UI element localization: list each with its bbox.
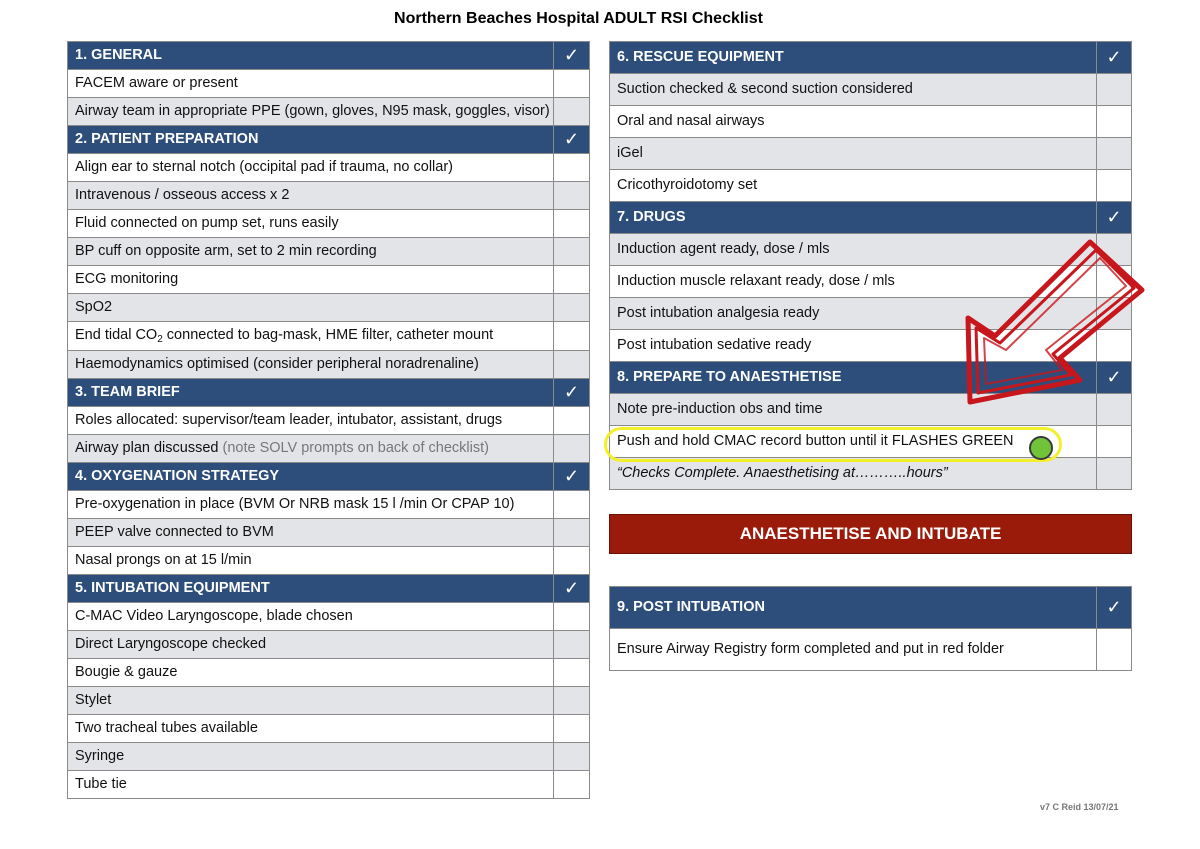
- checkbox[interactable]: [554, 743, 590, 771]
- checklist-item: [68, 519, 590, 547]
- checklist-item: [68, 491, 590, 519]
- checkbox[interactable]: [554, 70, 590, 98]
- section-header: [68, 126, 590, 154]
- checkbox[interactable]: [554, 659, 590, 687]
- red-arrow-icon: [950, 230, 1150, 420]
- item-label: Ensure Airway Registry form completed and put in red folder: [610, 629, 1097, 671]
- section-header: [68, 42, 590, 70]
- section-header-label: 7. DRUGS: [610, 202, 1097, 234]
- checklist-item: [610, 458, 1132, 490]
- checkbox[interactable]: [1097, 629, 1132, 671]
- checkbox[interactable]: [554, 631, 590, 659]
- checklist-item: [68, 687, 590, 715]
- item-label: Bougie & gauze: [68, 659, 554, 687]
- checklist-item: [68, 407, 590, 435]
- checkbox[interactable]: [554, 322, 590, 351]
- item-label: Direct Laryngoscope checked: [68, 631, 554, 659]
- checklist-item: [68, 322, 590, 351]
- check-mark-icon: ✓: [554, 463, 590, 491]
- item-label: Haemodynamics optimised (consider peripheral noradrenaline): [68, 351, 554, 379]
- item-label: Airway plan discussed (note SOLV prompts on back of checklist): [68, 435, 554, 463]
- item-label: FACEM aware or present: [68, 70, 554, 98]
- item-label: SpO2: [68, 294, 554, 322]
- checklist-item: [610, 170, 1132, 202]
- item-label: BP cuff on opposite arm, set to 2 min recording: [68, 238, 554, 266]
- checkbox[interactable]: [554, 603, 590, 631]
- section-header-label: 3. TEAM BRIEF: [68, 379, 554, 407]
- check-mark-icon: ✓: [554, 42, 590, 70]
- checklist-item: [68, 266, 590, 294]
- checkbox[interactable]: [1097, 138, 1132, 170]
- checkbox[interactable]: [554, 435, 590, 463]
- checkbox[interactable]: [554, 771, 590, 799]
- item-label: Syringe: [68, 743, 554, 771]
- checklist-item: [68, 98, 590, 126]
- item-label: Oral and nasal airways: [610, 106, 1097, 138]
- item-label: Align ear to sternal notch (occipital pad if trauma, no collar): [68, 154, 554, 182]
- page-title: Northern Beaches Hospital ADULT RSI Checklist: [394, 10, 763, 27]
- item-label: Induction agent ready, dose / mls: [610, 234, 1097, 266]
- checklist-item: [68, 435, 590, 463]
- checklist-item: [68, 659, 590, 687]
- checkbox[interactable]: [554, 715, 590, 743]
- section-header: [610, 202, 1132, 234]
- check-mark-icon: ✓: [554, 575, 590, 603]
- checklist-item: [68, 70, 590, 98]
- checkbox[interactable]: [1097, 106, 1132, 138]
- item-label: Roles allocated: supervisor/team leader, intubator, assistant, drugs: [68, 407, 554, 435]
- checkbox[interactable]: [554, 519, 590, 547]
- checkbox[interactable]: [554, 98, 590, 126]
- section-header: [610, 587, 1132, 629]
- item-label: PEEP valve connected to BVM: [68, 519, 554, 547]
- section-header-label: 1. GENERAL: [68, 42, 554, 70]
- section-header-label: 9. POST INTUBATION: [610, 587, 1097, 629]
- item-label: Induction muscle relaxant ready, dose / mls: [610, 266, 1097, 298]
- green-dot-icon: [1029, 436, 1053, 460]
- item-label: Cricothyroidotomy set: [610, 170, 1097, 202]
- checkbox[interactable]: [554, 491, 590, 519]
- checklist-item: [68, 238, 590, 266]
- checklist-item: [68, 154, 590, 182]
- checklist-item: [68, 631, 590, 659]
- item-label: Fluid connected on pump set, runs easily: [68, 210, 554, 238]
- check-mark-icon: ✓: [1097, 42, 1132, 74]
- checkbox[interactable]: [554, 238, 590, 266]
- item-label: Two tracheal tubes available: [68, 715, 554, 743]
- checkbox[interactable]: [1097, 74, 1132, 106]
- checkbox[interactable]: [554, 294, 590, 322]
- item-label: Stylet: [68, 687, 554, 715]
- checkbox[interactable]: [554, 407, 590, 435]
- item-label: “Checks Complete. Anaesthetising at………..hours”: [610, 458, 1097, 490]
- item-label: End tidal $CO_2$ connected to bag-mask, HME filter, catheter mount: [68, 322, 554, 351]
- checkbox[interactable]: [554, 182, 590, 210]
- checkbox[interactable]: [1097, 458, 1132, 490]
- check-mark-icon: ✓: [1097, 362, 1132, 394]
- checkbox[interactable]: [1097, 170, 1132, 202]
- item-label: Tube tie: [68, 771, 554, 799]
- item-label: Note pre-induction obs and time: [610, 394, 1097, 426]
- highlight-ring: [604, 427, 1062, 462]
- checklist-item: [610, 106, 1132, 138]
- section-header: [68, 379, 590, 407]
- item-label: Intravenous / osseous access x 2: [68, 182, 554, 210]
- checklist-item: [68, 182, 590, 210]
- checkbox[interactable]: [554, 687, 590, 715]
- checklist-left: [67, 41, 590, 799]
- section-header: [610, 42, 1132, 74]
- section-header-label: 4. OXYGENATION STRATEGY: [68, 463, 554, 491]
- item-label: Suction checked & second suction considered: [610, 74, 1097, 106]
- item-label: Post intubation sedative ready: [610, 330, 1097, 362]
- item-label: C-MAC Video Laryngoscope, blade chosen: [68, 603, 554, 631]
- checklist-item: [68, 351, 590, 379]
- section-header-label: 8. PREPARE TO ANAESTHETISE: [610, 362, 1097, 394]
- checkbox[interactable]: [554, 351, 590, 379]
- check-mark-icon: ✓: [554, 379, 590, 407]
- section-header-label: 6. RESCUE EQUIPMENT: [610, 42, 1097, 74]
- item-label: ECG monitoring: [68, 266, 554, 294]
- checklist-item: [68, 743, 590, 771]
- checkbox[interactable]: [554, 154, 590, 182]
- checklist-post: [609, 586, 1132, 671]
- item-label: Nasal prongs on at 15 l/min: [68, 547, 554, 575]
- section-header-label: 2. PATIENT PREPARATION: [68, 126, 554, 154]
- item-label: Airway team in appropriate PPE (gown, gloves, N95 mask, goggles, visor): [68, 98, 554, 126]
- item-label: Pre-oxygenation in place (BVM Or NRB mask 15 l /min Or CPAP 10): [68, 491, 554, 519]
- item-label: Push and hold CMAC record button until it FLASHES GREEN: [610, 426, 1097, 458]
- checklist-item: [68, 603, 590, 631]
- checklist-item: [610, 629, 1132, 671]
- version-footer: v7 C Reid 13/07/21: [1040, 802, 1119, 812]
- checklist-item: [68, 210, 590, 238]
- checkbox[interactable]: [1097, 426, 1132, 458]
- check-mark-icon: ✓: [554, 126, 590, 154]
- checklist-item: [68, 294, 590, 322]
- checkbox[interactable]: [554, 266, 590, 294]
- check-mark-icon: ✓: [1097, 587, 1132, 629]
- checklist-item: [68, 771, 590, 799]
- section-header-label: 5. INTUBATION EQUIPMENT: [68, 575, 554, 603]
- item-label: iGel: [610, 138, 1097, 170]
- checklist-item: [68, 715, 590, 743]
- checklist-item: [610, 138, 1132, 170]
- section-header: [68, 463, 590, 491]
- checkbox[interactable]: [554, 210, 590, 238]
- checklist-item: [68, 547, 590, 575]
- checklist-item: [610, 74, 1132, 106]
- checkbox[interactable]: [554, 547, 590, 575]
- item-label: Post intubation analgesia ready: [610, 298, 1097, 330]
- check-mark-icon: ✓: [1097, 202, 1132, 234]
- anaesthetise-banner: ANAESTHETISE AND INTUBATE: [609, 514, 1132, 554]
- section-header: [68, 575, 590, 603]
